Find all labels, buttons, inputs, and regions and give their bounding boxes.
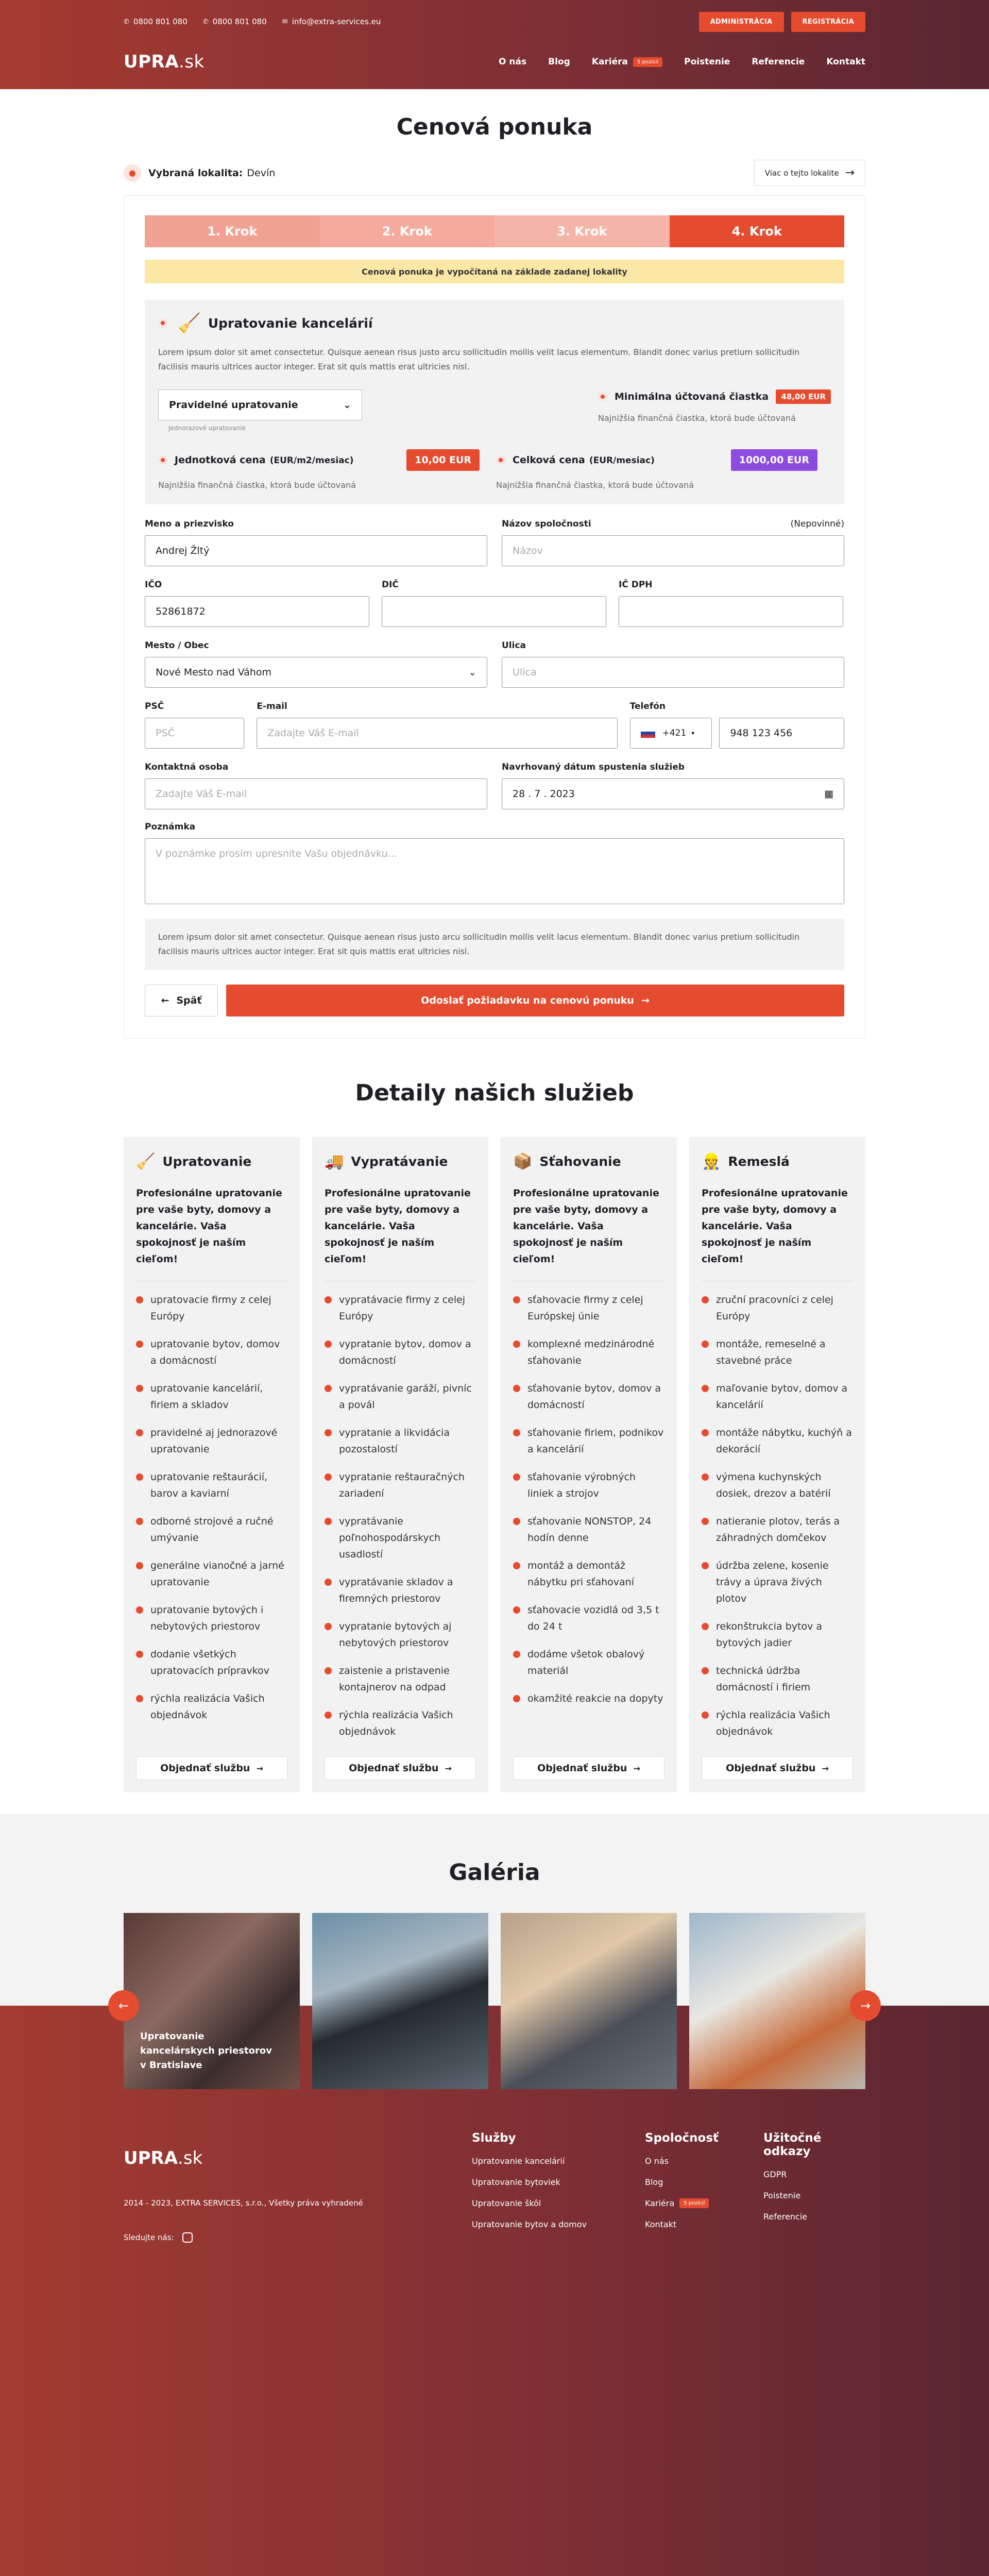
- email-input[interactable]: Zadajte Váš E-mail: [257, 718, 617, 749]
- arrow-left-icon: ←: [161, 995, 169, 1006]
- submit-button[interactable]: [226, 985, 844, 1016]
- dic-label: DIČ: [382, 580, 399, 590]
- bullet-icon: [325, 1667, 332, 1674]
- phone-label: Telefón: [629, 701, 666, 711]
- cleaning-icon: 🧹: [136, 1153, 156, 1171]
- bullet-icon: [325, 1296, 332, 1303]
- service-feature: sťahovanie výrobných liniek a strojov: [513, 1469, 664, 1502]
- company-label: Názov spoločnosti (Nepovinné): [502, 519, 844, 529]
- min-charge: [598, 389, 831, 423]
- arrow-left-icon: ←: [118, 1998, 129, 2013]
- arrow-right-icon: →: [822, 1763, 829, 1773]
- order-service-button[interactable]: Objednať službu →: [136, 1756, 287, 1780]
- gallery-section: [0, 1814, 989, 2576]
- contact-input[interactable]: Zadajte Váš E-mail: [145, 778, 487, 809]
- service-feature: vypratávacie firmy z celej Európy: [325, 1292, 476, 1325]
- service-feature: sťahovanie firiem, podnikov a kancelárií: [513, 1425, 664, 1458]
- service-card: [312, 1137, 488, 1792]
- footer-link[interactable]: Referencie: [763, 2212, 808, 2222]
- arrow-right-icon: →: [445, 1763, 452, 1773]
- phone-number: 0800 801 080: [133, 17, 187, 26]
- chevron-down-icon: ⌄: [468, 667, 476, 678]
- step-3[interactable]: 3. Krok: [494, 215, 670, 247]
- location-pin-icon: ●: [124, 164, 141, 182]
- phone-icon: ✆: [202, 18, 209, 26]
- service-feature-list: [136, 1292, 287, 1751]
- footer-link[interactable]: Kontakt: [645, 2219, 677, 2229]
- nav-item-career[interactable]: [592, 57, 662, 67]
- career-badge: 5 pozícií: [679, 2198, 709, 2208]
- phone-contact[interactable]: [124, 17, 187, 26]
- location-bar: [124, 160, 865, 186]
- bullet-icon: [702, 1623, 709, 1630]
- service-feature: rekonštrukcia bytov a bytových jadier: [702, 1618, 853, 1651]
- order-service-button[interactable]: Objednať službu →: [513, 1756, 664, 1780]
- chevron-down-icon: ▾: [691, 730, 695, 737]
- service-feature: sťahovacie firmy z celej Európskej únie: [513, 1292, 664, 1325]
- service-feature: upratovanie bytov, domov a domácností: [136, 1336, 287, 1369]
- service-feature: maľovanie bytov, domov a kancelárií: [702, 1380, 853, 1413]
- service-cards: [124, 1137, 865, 1792]
- email-address: info@extra-services.eu: [292, 17, 381, 26]
- total-price-sub: Najnižšia finančná čiastka, ktorá bude účtovaná: [496, 480, 694, 490]
- page-title: Cenová ponuka: [396, 114, 593, 140]
- top-bar: [124, 11, 865, 32]
- nav-item-blog[interactable]: Blog: [548, 57, 570, 67]
- service-feature: natieranie plotov, terás a záhradných domčekov: [702, 1513, 853, 1546]
- service-card-title: Vypratávanie: [351, 1154, 448, 1169]
- footer-link-career[interactable]: Kariéra 5 pozícií: [645, 2198, 719, 2208]
- date-value: 28 . 7 . 2023: [513, 788, 575, 800]
- note-label: Poznámka: [145, 822, 196, 832]
- service-title: Upratovanie kancelárií: [208, 315, 373, 331]
- nav-item-about[interactable]: O nás: [499, 57, 527, 67]
- service-feature: vypratávanie garáží, pivníc a povál: [325, 1380, 476, 1413]
- bullet-icon: [136, 1296, 143, 1303]
- gallery-image-office[interactable]: [124, 1913, 300, 2089]
- service-feature: rýchla realizácia Vašich objednávok: [702, 1707, 853, 1740]
- phone-number: 0800 801 080: [212, 17, 267, 26]
- service-card: [124, 1137, 300, 1792]
- min-charge-value: 48,00 EUR: [776, 389, 831, 404]
- bullet-icon: [513, 1429, 520, 1436]
- note-textarea[interactable]: V poznámke prosím upresnite Vašu objednávku...: [145, 838, 844, 904]
- location-label: Vybraná lokalita:: [148, 167, 243, 179]
- city-select[interactable]: [145, 657, 487, 688]
- icdph-input[interactable]: [619, 596, 843, 627]
- service-feature: montáže, remeselné a stavebné práce: [702, 1336, 853, 1369]
- date-label: Navrhovaný dátum spustenia služieb: [502, 762, 685, 772]
- unit-price-radio[interactable]: [158, 455, 167, 465]
- footer-col-title: Užitočné odkazy: [763, 2131, 822, 2158]
- service-feature: sťahovacie vozidlá od 3,5 t do 24 t: [513, 1602, 664, 1635]
- service-feature: upratovacie firmy z celej Európy: [136, 1292, 287, 1325]
- bullet-icon: [136, 1341, 143, 1348]
- bullet-icon: [702, 1667, 709, 1674]
- bullet-icon: [513, 1296, 520, 1303]
- bullet-icon: [702, 1429, 709, 1436]
- arrow-right-icon: →: [256, 1763, 263, 1773]
- service-feature: sťahovanie bytov, domov a domácností: [513, 1380, 664, 1413]
- service-feature: rýchla realizácia Vašich objednávok: [325, 1707, 476, 1740]
- select-value: Pravidelné upratovanie: [169, 399, 298, 411]
- name-label: Meno a priezvisko: [145, 519, 234, 529]
- psc-input[interactable]: PSČ: [145, 718, 244, 749]
- cleaning-icon: 🧹: [178, 313, 201, 334]
- min-charge-label: Minimálna účtovaná čiastka: [615, 391, 769, 402]
- location-value: Devín: [247, 167, 276, 179]
- bullet-icon: [513, 1695, 520, 1702]
- order-service-button[interactable]: Objednať službu →: [325, 1756, 476, 1780]
- phone-prefix: +421: [662, 728, 687, 738]
- footer-link[interactable]: Upratovanie škôl: [472, 2198, 541, 2208]
- city-value: Nové Mesto nad Váhom: [156, 667, 272, 678]
- chevron-down-icon: ⌄: [343, 399, 351, 411]
- quote-form-card: [124, 195, 865, 1039]
- service-feature: dodáme všetok obalový materiál: [513, 1646, 664, 1679]
- service-feature: montáž a demontáž nábytku pri sťahovaní: [513, 1557, 664, 1590]
- bullet-icon: [136, 1695, 143, 1702]
- bullet-icon: [136, 1651, 143, 1658]
- service-card-desc: Profesionálne upratovanie pre vaše byty, domovy a kancelárie. Vaša spokojnosť je naším cieľom!: [702, 1185, 853, 1281]
- service-card-title: Upratovanie: [162, 1154, 252, 1169]
- gallery-next-button[interactable]: [850, 1990, 881, 2021]
- footer-link[interactable]: O nás: [645, 2156, 669, 2166]
- ico-label: IČO: [145, 580, 162, 590]
- step-1[interactable]: 1. Krok: [145, 215, 320, 247]
- service-feature: vypratávanie poľnohospodárskych usadlostí: [325, 1513, 476, 1563]
- service-feature: upratovanie reštaurácií, barov a kaviarní: [136, 1469, 287, 1502]
- total-price-label: Celková cena (EUR/mesiac): [513, 454, 655, 466]
- gallery-prev-button[interactable]: [108, 1990, 139, 2021]
- unit-price-sub: Najnižšia finančná čiastka, ktorá bude účtovaná: [158, 480, 356, 490]
- nav-item-references[interactable]: Referencie: [752, 57, 805, 67]
- service-card-title: Remeslá: [728, 1154, 790, 1169]
- arrow-right-icon: →: [860, 1998, 871, 2013]
- copyright: 2014 - 2023, EXTRA SERVICES, s.r.o., Všetky práva vyhradené: [124, 2198, 363, 2208]
- bullet-icon: [702, 1562, 709, 1569]
- dic-input[interactable]: [382, 596, 606, 627]
- footer-background: [0, 2006, 989, 2576]
- total-price-radio[interactable]: [496, 455, 505, 465]
- unit-price: [158, 449, 480, 490]
- bullet-icon: [513, 1473, 520, 1481]
- service-description: Lorem ipsum dolor sit amet consectetur. Quisque aenean risus justo arcu sollicitudin mollis velit lacus elementum. Blandit donec varius pretium sollicitudin facilisis mauris ultrices auctor integer. Erat sit quis mattis erat ultricies nisl.: [158, 347, 800, 371]
- bullet-icon: [513, 1606, 520, 1614]
- footer-link[interactable]: Poistenie: [763, 2191, 801, 2200]
- career-badge: 5 pozícií: [633, 57, 662, 67]
- service-feature: pravidelné aj jednorazové upratovanie: [136, 1425, 287, 1458]
- site-header: [0, 0, 989, 89]
- gallery-title: Galéria: [449, 1859, 540, 1886]
- footer-link[interactable]: GDPR: [763, 2170, 787, 2179]
- min-charge-sub: Najnižšia finančná čiastka, ktorá bude účtovaná: [598, 413, 796, 423]
- service-feature: upratovanie kancelárií, firiem a skladov: [136, 1380, 287, 1413]
- bullet-icon: [325, 1518, 332, 1525]
- service-feature-list: [702, 1292, 853, 1751]
- service-feature: vypratanie bytových aj nebytových priestorov: [325, 1618, 476, 1651]
- footer-logo[interactable]: UPRA.sk: [124, 2148, 203, 2168]
- total-price: [496, 449, 817, 490]
- bullet-icon: [513, 1385, 520, 1392]
- order-service-button[interactable]: Objednať službu →: [702, 1756, 853, 1780]
- total-price-value: 1000,00 EUR: [731, 449, 817, 471]
- submit-label: Odoslať požiadavku na cenovú ponuku: [421, 995, 634, 1006]
- company-input[interactable]: Názov: [502, 535, 844, 566]
- bullet-icon: [702, 1711, 709, 1719]
- gallery-image-moving-truck[interactable]: [312, 1913, 488, 2089]
- footer-col-title: Služby: [472, 2131, 516, 2145]
- step-4[interactable]: 4. Krok: [670, 215, 845, 247]
- unit-price-label: Jednotková cena (EUR/m2/mesiac): [175, 454, 354, 466]
- service-feature: vypratanie reštauračných zariadení: [325, 1469, 476, 1502]
- worker-icon: 👷: [702, 1153, 721, 1171]
- bullet-icon: [702, 1341, 709, 1348]
- bullet-icon: [325, 1579, 332, 1586]
- bullet-icon: [136, 1606, 143, 1614]
- service-card-desc: Profesionálne upratovanie pre vaše byty, domovy a kancelárie. Vaša spokojnosť je naším cieľom!: [513, 1185, 664, 1281]
- phone-input[interactable]: 948 123 456: [719, 718, 844, 749]
- gallery-images: [124, 1913, 865, 2089]
- slovak-flag-icon: [641, 728, 655, 738]
- nav-item-label: Kariéra: [591, 57, 628, 67]
- service-feature: upratovanie bytových i nebytových priestorov: [136, 1602, 287, 1635]
- footer-col-links: [763, 2131, 865, 2222]
- service-feature: výmena kuchynských dosiek, drezov a batérií: [702, 1469, 853, 1502]
- services-section: [0, 1080, 989, 1792]
- location-more-label: Viac o tejto lokalite: [764, 168, 839, 178]
- bullet-icon: [513, 1341, 520, 1348]
- name-input[interactable]: Andrej Žltý: [145, 535, 487, 566]
- bullet-icon: [325, 1473, 332, 1481]
- form-info: Lorem ipsum dolor sit amet consectetur. Quisque aenean risus justo arcu sollicitudin mollis velit lacus elementum. Blandit donec varius pretium sollicitudin facilisis mauris ultrices auctor integer. Erat sit quis mattis erat ultricies nisl.: [145, 919, 844, 970]
- bullet-icon: [136, 1429, 143, 1436]
- instagram-icon[interactable]: [182, 2232, 193, 2243]
- bullet-icon: [136, 1518, 143, 1525]
- service-feature: komplexné medzinárodné sťahovanie: [513, 1336, 664, 1369]
- footer-col-title: Spoločnosť: [645, 2131, 719, 2145]
- min-charge-radio[interactable]: [598, 392, 607, 401]
- cleaning-type-select[interactable]: [158, 389, 362, 420]
- service-card-title: Sťahovanie: [539, 1154, 621, 1169]
- bullet-icon: [136, 1562, 143, 1569]
- service-card: [689, 1137, 865, 1792]
- service-feature: údržba zelene, kosenie trávy a úprava živých plotov: [702, 1557, 853, 1607]
- bullet-icon: [325, 1711, 332, 1719]
- nav-item-contact[interactable]: Kontakt: [826, 57, 865, 67]
- service-feature: okamžité reakcie na dopyty: [513, 1690, 664, 1707]
- icdph-label: IČ DPH: [619, 580, 653, 590]
- bullet-icon: [702, 1296, 709, 1303]
- psc-label: PSČ: [145, 701, 164, 711]
- gallery-image-sofa-cleaning[interactable]: [501, 1913, 677, 2089]
- follow-us: Sledujte nás:: [124, 2232, 193, 2243]
- service-feature-list: [325, 1292, 476, 1751]
- phone-prefix-select[interactable]: [630, 718, 712, 749]
- email-label: E-mail: [257, 701, 287, 711]
- service-feature: odborné strojové a ručné umývanie: [136, 1513, 287, 1546]
- contact-label: Kontaktná osoba: [145, 762, 229, 772]
- bullet-icon: [513, 1518, 520, 1525]
- footer-col-company: [645, 2131, 719, 2229]
- footer-col-services: [472, 2131, 587, 2229]
- footer-link[interactable]: Upratovanie kancelárií: [472, 2156, 565, 2166]
- select-option-hint: Jednorazové upratovanie: [168, 425, 246, 432]
- location-notice: Cenová ponuka je vypočítaná na základe zadanej lokality: [145, 260, 844, 283]
- gallery-caption: Upratovanie kancelárskych priestorov v Bratislave: [140, 2031, 272, 2071]
- service-feature: dodanie všetkých upratovacích prípravkov: [136, 1646, 287, 1679]
- back-label: Späť: [176, 995, 202, 1006]
- nav-item-insurance[interactable]: Poistenie: [684, 57, 730, 67]
- step-2[interactable]: 2. Krok: [320, 215, 495, 247]
- bullet-icon: [325, 1429, 332, 1436]
- service-feature: vypratanie a likvidácia pozostalostí: [325, 1425, 476, 1458]
- service-card: [501, 1137, 677, 1792]
- mover-icon: 📦: [513, 1153, 533, 1171]
- service-radio[interactable]: [158, 318, 167, 328]
- register-button[interactable]: REGISTRÁCIA: [791, 12, 865, 32]
- service-feature: zaistenie a pristavenie kontajnerov na odpad: [325, 1663, 476, 1696]
- bullet-icon: [702, 1473, 709, 1481]
- service-feature: sťahovanie NONSTOP, 24 hodín denne: [513, 1513, 664, 1546]
- ico-input[interactable]: 52861872: [145, 596, 369, 627]
- service-feature: technická údržba domácností i firiem: [702, 1663, 853, 1696]
- bullet-icon: [136, 1473, 143, 1481]
- bullet-icon: [325, 1623, 332, 1630]
- service-feature-list: [513, 1292, 664, 1751]
- bullet-icon: [325, 1385, 332, 1392]
- service-card-desc: Profesionálne upratovanie pre vaše byty, domovy a kancelárie. Vaša spokojnosť je naším cieľom!: [136, 1185, 287, 1281]
- calendar-icon[interactable]: ▦: [824, 788, 833, 800]
- arrow-right-icon: →: [641, 995, 650, 1006]
- service-summary: [145, 300, 844, 504]
- service-feature: rýchla realizácia Vašich objednávok: [136, 1690, 287, 1723]
- date-input[interactable]: [502, 778, 844, 809]
- footer-link[interactable]: Blog: [645, 2177, 663, 2187]
- street-input[interactable]: Ulica: [502, 657, 844, 688]
- footer-link[interactable]: Upratovanie bytoviek: [472, 2177, 560, 2187]
- service-feature: vypratávanie skladov a firemných priestorov: [325, 1574, 476, 1607]
- admin-button[interactable]: ADMINISTRÁCIA: [699, 12, 784, 32]
- arrow-right-icon: →: [845, 166, 855, 179]
- truck-icon: 🚚: [325, 1153, 344, 1171]
- service-card-desc: Profesionálne upratovanie pre vaše byty, domovy a kancelárie. Vaša spokojnosť je naším cieľom!: [325, 1185, 476, 1281]
- city-label: Mesto / Obec: [145, 640, 209, 651]
- phone-icon: ✆: [124, 18, 129, 26]
- bullet-icon: [325, 1341, 332, 1348]
- bullet-icon: [513, 1562, 520, 1569]
- services-title: Detaily našich služieb: [355, 1080, 634, 1106]
- footer-link[interactable]: Upratovanie bytov a domov: [472, 2219, 587, 2229]
- main-nav: [124, 52, 865, 72]
- bullet-icon: [702, 1385, 709, 1392]
- logo[interactable]: UPRA.sk: [124, 52, 204, 72]
- phone-contact-2[interactable]: [203, 17, 267, 26]
- location-more-button[interactable]: [754, 160, 865, 186]
- service-feature: zruční pracovníci z celej Európy: [702, 1292, 853, 1325]
- back-button[interactable]: [145, 985, 218, 1016]
- service-feature: vypratanie bytov, domov a domácností: [325, 1336, 476, 1369]
- bullet-icon: [702, 1518, 709, 1525]
- service-feature: montáže nábytku, kuchýň a dekorácií: [702, 1425, 853, 1458]
- step-indicator: [145, 215, 844, 247]
- service-feature: generálne vianočné a jarné upratovanie: [136, 1557, 287, 1590]
- email-contact[interactable]: [282, 17, 381, 26]
- mail-icon: ✉: [282, 18, 288, 26]
- gallery-image-movers[interactable]: [689, 1913, 865, 2089]
- unit-price-value: 10,00 EUR: [406, 449, 480, 471]
- bullet-icon: [136, 1385, 143, 1392]
- street-label: Ulica: [502, 640, 526, 651]
- bullet-icon: [513, 1651, 520, 1658]
- arrow-right-icon: →: [633, 1763, 640, 1773]
